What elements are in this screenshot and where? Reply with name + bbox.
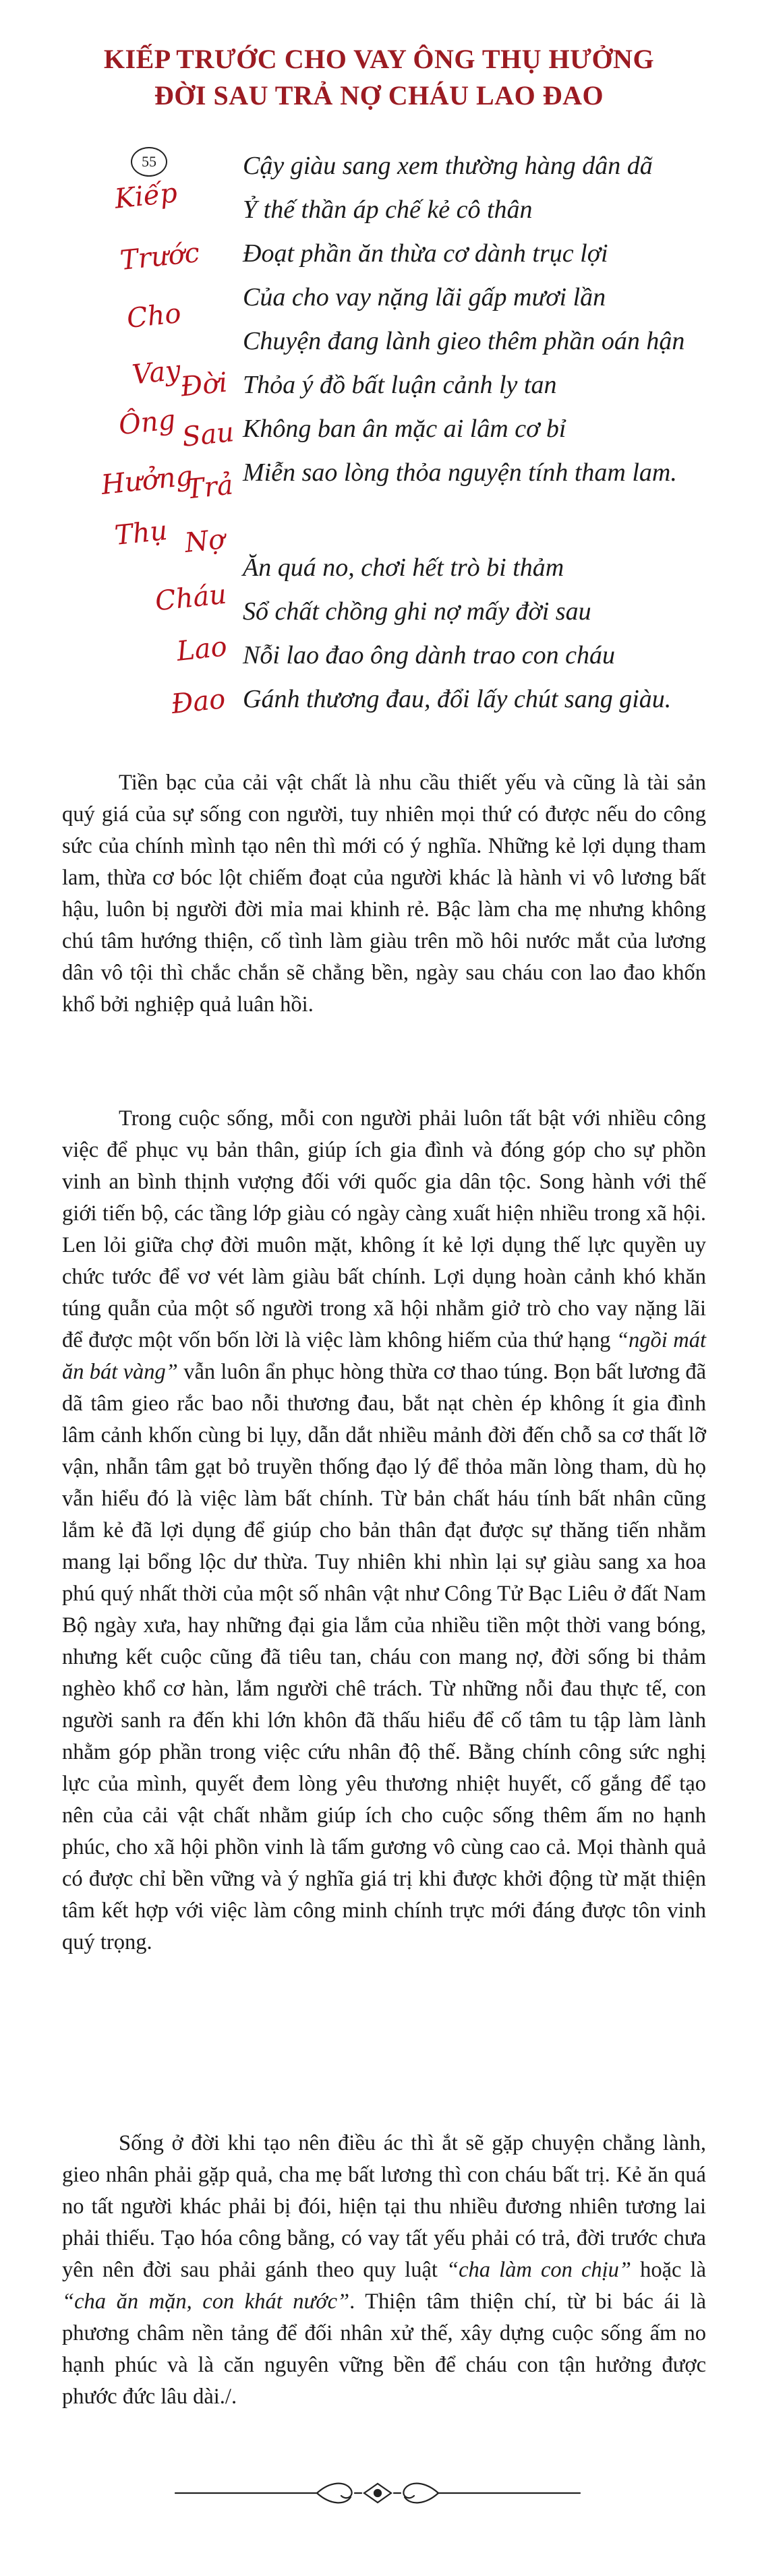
- paragraph-text: hoặc là: [640, 2258, 706, 2282]
- poem-line: Ăn quá no, chơi hết trò bi thảm: [243, 553, 564, 582]
- title-line-1: KIẾP TRƯỚC CHO VAY ÔNG THỤ HƯỞNG: [103, 44, 655, 74]
- prose-paragraph-1: [62, 767, 706, 1021]
- prose-paragraph-3: [62, 2128, 706, 2413]
- calligraphy-word: Sau: [180, 417, 236, 453]
- paragraph-text: . Thiện tâm thiện chí, từ bi bác ái là phương châm nền tảng để đối nhân xử thế, xây dựng cuộc sống ấm no hạnh phúc và là căn nguyên vững bền để cháu con tận hưởng được phước đức lâu dài./.: [62, 2289, 706, 2409]
- paragraph-text: Tiền bạc của cải vật chất là nhu cầu thiết yếu và cũng là tài sản quý giá của sự sống con người, tuy nhiên mọi thứ có được nếu do công sức của chính mình tạo nên thì mới có ý nghĩa. Những kẻ lợi dụng tham lam, thừa cơ bóc lột chiếm đoạt của người khác là hành vi vô lương bất hậu, luôn bị người đời mỉa mai khinh rẻ. Bậc làm cha mẹ nhưng không chú tâm hướng thiện, cố tình làm giàu trên mồ hôi nước mắt của lương dân vô tội thì chắc chắn sẽ chẳng bền, ngày sau cháu con lao đao khốn khổ bởi nghiệp quả luân hồi.: [62, 771, 706, 1017]
- calligraphy-word: Thụ: [113, 515, 169, 551]
- paragraph-text: vẫn luôn ẩn phục hòng thừa cơ thao túng. Bọn bất lương đã dã tâm gieo rắc bao nỗi thương đau, bắt nạt chèn ép không ít gia đình lâm cảnh khốn cùng bi lụy, dẫn dắt nhiều mảnh đời đến chỗ sa cơ thất lỡ vận, nhẫn tâm gạt bỏ truyền thống đạo lý để thỏa mãn lòng tham, dù họ vẫn hiểu đó là việc làm bất chính. Từ bản chất háu tính bất nhân cũng lắm kẻ đã lợi dụng để giúp cho bản thân đạt được sự thăng tiến nhằm mang lại bổng lộc dư thừa. Tuy nhiên khi nhìn lại sự giàu sang xa hoa phú quý nhất thời của một số nhân vật như Công Tử Bạc Liêu ở đất Nam Bộ ngày xưa, hay những đại gia lắm của nhiều tiền một thời vang bóng, nhưng kết cuộc cũng đã tiêu tan, cháu con mang nợ, đời sống bi thảm nghèo khổ cơ hàn, lắm người chê trách. Từ những nỗi đau thực tế, con người sanh ra đến khi lớn khôn đã thấu hiểu để cố tâm tu tập làm lành nhằm góp phần trong việc cứu nhân độ thế. Bằng chính công sức nghị lực của mình, quyết đem lòng yêu thương nhiệt huyết, cố gắng để tạo nên của cải vật chất nhằm giúp ích cho cuộc sống thêm ấm no hạnh phúc, cho xã hội phồn vinh là tấm gương vô cùng cao cả. Mọi thành quả có được chỉ bền vững và ý nghĩa giá trị khi được khởi động từ mặt thiện tâm kết hợp với việc làm công minh chính trực mới đáng được tôn vinh quý trọng.: [62, 1360, 707, 1954]
- calligraphy-word: Ông: [117, 404, 177, 442]
- calligraphy-word: Nợ: [183, 524, 227, 559]
- poem-stanza-2: [243, 551, 728, 715]
- number-badge: 55: [131, 147, 167, 177]
- calligraphy-word: Vay: [130, 355, 182, 391]
- poem-line: Ỷ thế thần áp chế kẻ cô thân: [243, 196, 533, 224]
- calligraphy-word: Cho: [125, 297, 183, 335]
- poem-line: Nỗi lao đao ông dành trao con cháu: [243, 641, 616, 669]
- calligraphy-word: Hưởng: [99, 460, 195, 501]
- poem-line: Cậy giàu sang xem thường hàng dân dã: [243, 152, 653, 180]
- quoted-phrase: “cha ăn mặn, con khát nước”: [62, 2289, 350, 2314]
- calligraphy-word: Kiếp: [113, 177, 179, 215]
- poem-line: Miễn sao lòng thỏa nguyện tính tham lam.: [243, 458, 677, 487]
- poem-line: Chuyện đang lành gieo thêm phần oán hận: [243, 327, 685, 355]
- prose-paragraph-2: [62, 1103, 706, 1958]
- poem-line: Thỏa ý đồ bất luận cảnh ly tan: [243, 371, 557, 399]
- poem-line: Đoạt phần ăn thừa cơ dành trục lợi: [243, 239, 608, 268]
- quoted-phrase: “ngồi mát ăn bát vàng”: [62, 1328, 706, 1384]
- calligraphy-word: Trước: [118, 237, 202, 277]
- calligraphy-word: Trả: [184, 469, 235, 506]
- paragraph-text: Trong cuộc sống, mỗi con người phải luôn tất bật với nhiều công việc để phục vụ bản thân, giúp ích gia đình và đóng góp cho sự phồn vinh an bình thịnh vượng đối với quốc gia dân tộc. Song hành với thế giới tiến bộ, các tầng lớp giàu có ngày càng xuất hiện nhiều trong xã hội. Len lỏi giữa chợ đời muôn mặt, không ít kẻ lợi dụng thế lực quyền uy chức tước để vơ vét làm giàu bất chính. Lợi dụng hoàn cảnh khó khăn túng quẫn của một số người trong xã hội nhằm giở trò cho vay nặng lãi để được một vốn bốn lời là việc làm không hiếm của thứ hạng: [62, 1106, 706, 1352]
- title-line-2: ĐỜI SAU TRẢ NỢ CHÁU LAO ĐAO: [154, 80, 604, 111]
- poem-line: Không ban ân mặc ai lâm cơ bỉ: [243, 415, 566, 443]
- quoted-phrase: “cha làm con chịu”: [446, 2258, 631, 2282]
- calligraphy-word: Đời: [179, 367, 229, 403]
- calligraphy-word: Cháu: [153, 578, 229, 618]
- poem-line: Sổ chất chồng ghi nợ mấy đời sau: [243, 597, 591, 626]
- calligraphy-word: Lao: [175, 631, 229, 667]
- poem-line: Của cho vay nặng lãi gấp mươi lần: [243, 283, 606, 311]
- ornament-divider-icon: [169, 2473, 587, 2513]
- paragraph-text: Sống ở đời khi tạo nên điều ác thì ắt sẽ gặp chuyện chẳng lành, gieo nhân phải gặp quả, cha mẹ bất lương thì con cháu bất trị. Kẻ ăn quá no tất người khác phải bị đói, hiện tại thu nhiều đương nhiên tương lai phải thiếu. Tạo hóa công bằng, có vay tất yếu phải có trả, đời trước chưa yên nên đời sau phải gánh theo quy luật: [62, 2131, 706, 2282]
- poem-line: Gánh thương đau, đổi lấy chút sang giàu.: [243, 685, 672, 713]
- calligraphy-word: Đao: [169, 683, 227, 721]
- poem-stanza-1: [243, 150, 728, 489]
